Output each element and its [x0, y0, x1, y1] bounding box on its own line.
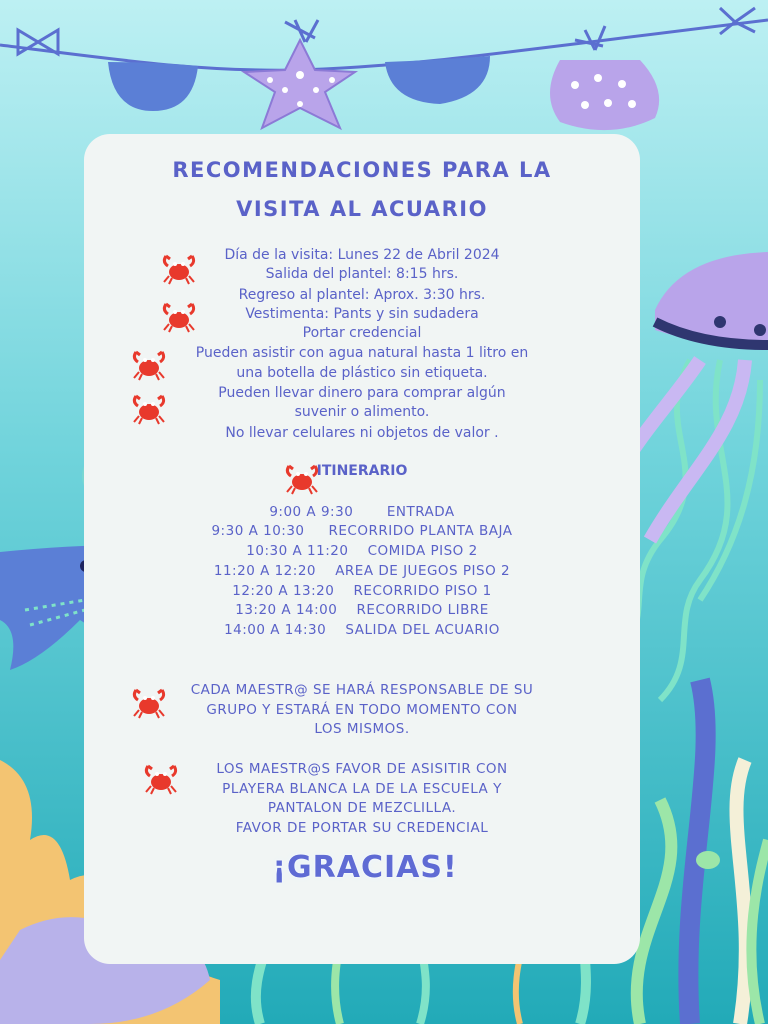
recommendation-line: Salida del plantel: 8:15 hrs.	[265, 266, 459, 282]
crab-icon	[130, 392, 168, 426]
crab-icon	[130, 348, 168, 382]
itinerary-time: 13:20 A 14:00	[235, 602, 338, 618]
itinerary-activity: COMIDA PISO 2	[367, 543, 478, 559]
itinerary-row	[84, 543, 640, 559]
recommendation-line: Día de la visita: Lunes 22 de Abril 2024	[224, 247, 500, 263]
recommendation-line: Portar credencial	[302, 325, 422, 341]
itinerary-activity: RECORRIDO PISO 1	[353, 583, 492, 599]
notice-line: CADA MAESTR@ SE HARÁ RESPONSABLE DE SU	[190, 682, 534, 698]
itinerary-row	[84, 622, 640, 638]
recommendation-line: suvenir o alimento.	[294, 404, 430, 420]
itinerary-row	[84, 563, 640, 579]
itinerary-time: 12:20 A 13:20	[232, 583, 335, 599]
itinerary-row	[84, 602, 640, 618]
crab-icon	[160, 252, 198, 286]
itinerary-activity: SALIDA DEL ACUARIO	[345, 622, 500, 638]
page-title-line-2: VISITA AL ACUARIO	[236, 197, 488, 221]
notice-line: LOS MAESTR@S FAVOR DE ASISITIR CON	[216, 761, 508, 777]
crab-icon	[283, 462, 321, 496]
closing-thanks: ¡GRACIAS!	[272, 850, 458, 885]
itinerary-activity: ENTRADA	[386, 504, 455, 520]
notice-line: GRUPO Y ESTARÁ EN TODO MOMENTO CON	[206, 702, 518, 718]
itinerary-activity: RECORRIDO PLANTA BAJA	[328, 523, 513, 539]
crab-icon	[142, 762, 180, 796]
itinerary-time: 14:00 A 14:30	[224, 622, 327, 638]
itinerary-time: 10:30 A 11:20	[246, 543, 349, 559]
notice-line: FAVOR DE PORTAR SU CREDENCIAL	[235, 820, 489, 836]
itinerary-row	[84, 583, 640, 599]
notice-line: PLAYERA BLANCA LA DE LA ESCUELA Y	[222, 781, 502, 797]
notice-line: LOS MISMOS.	[314, 721, 410, 737]
itinerary-time: 9:00 A 9:30	[269, 504, 354, 520]
recommendation-line: Pueden llevar dinero para comprar algún	[218, 385, 506, 401]
page-title-line-1: RECOMENDACIONES PARA LA	[172, 158, 552, 182]
itinerary-activity: RECORRIDO LIBRE	[356, 602, 489, 618]
recommendation-line: No llevar celulares ni objetos de valor .	[225, 425, 499, 441]
recommendation-line: Regreso al plantel: Aprox. 3:30 hrs.	[238, 287, 486, 303]
itinerary-row	[84, 504, 640, 520]
crab-icon	[160, 300, 198, 334]
recommendation-line: Pueden asistir con agua natural hasta 1 litro en	[195, 345, 529, 361]
itinerary-time: 11:20 A 12:20	[213, 563, 317, 579]
seashell-icon	[550, 60, 659, 130]
notice-line: PANTALON DE MEZCLILLA.	[267, 800, 457, 816]
itinerary-row	[84, 523, 640, 539]
recommendation-line: Vestimenta: Pants y sin sudadera	[245, 306, 479, 322]
itinerary-time: 9:30 A 10:30	[211, 523, 305, 539]
itinerary-activity: AREA DE JUEGOS PISO 2	[335, 563, 511, 579]
itinerary-heading: ITINERARIO	[316, 463, 408, 479]
crab-icon	[130, 686, 168, 720]
recommendation-line: una botella de plástico sin etiqueta.	[236, 365, 488, 381]
